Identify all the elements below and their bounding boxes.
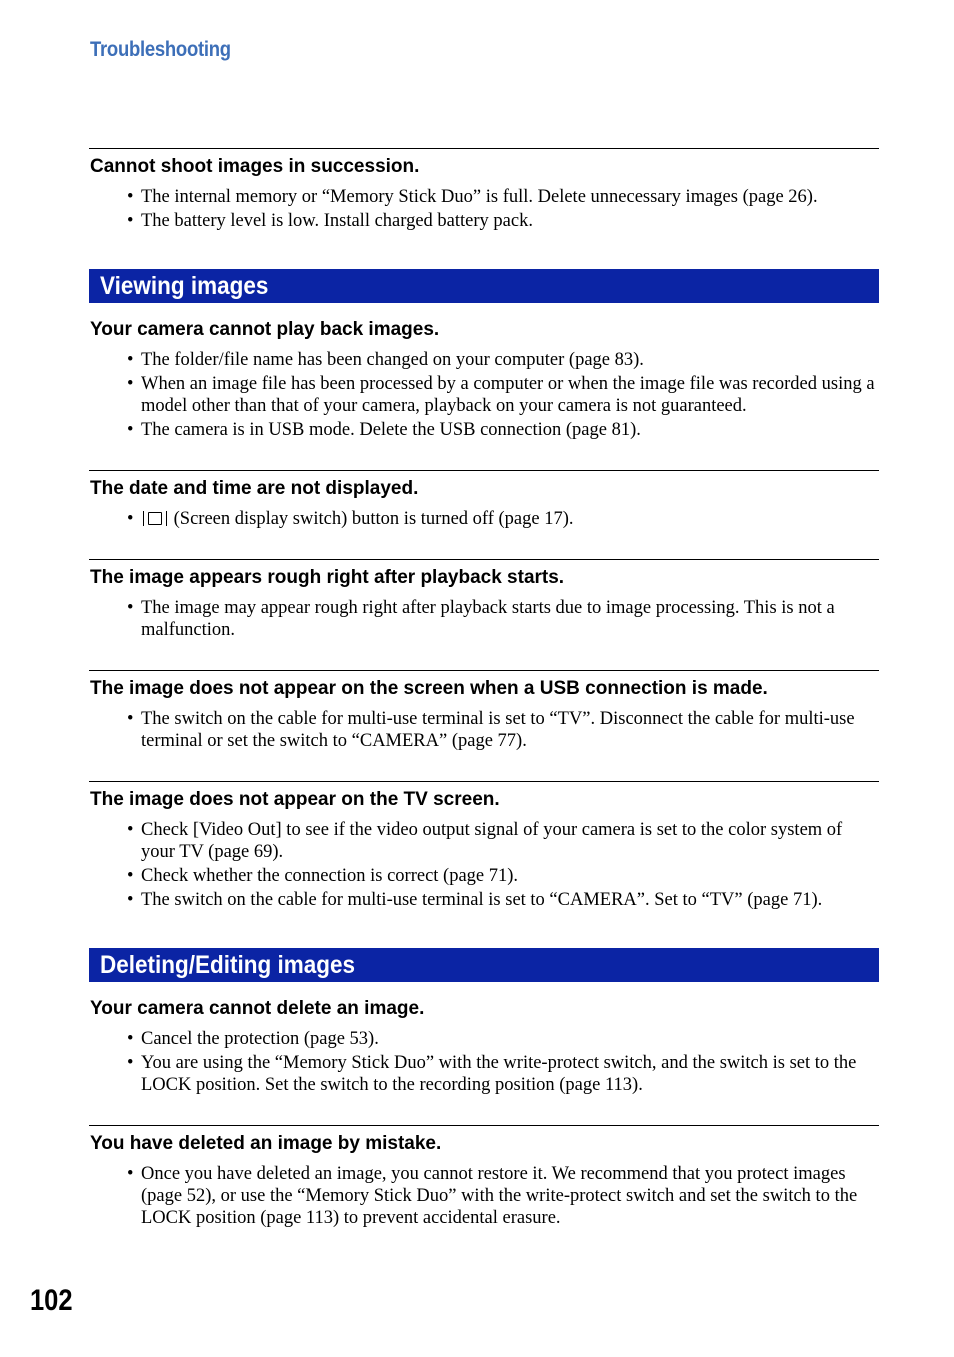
issue-title: The image does not appear on the screen when a USB connection is made. — [90, 678, 768, 699]
list-item: • The folder/file name has been changed on your computer (page 83). — [127, 349, 879, 371]
list-item: • The image may appear rough right after playback starts due to image processing. This is not a malfunction. — [127, 597, 879, 641]
bullet-list — [89, 186, 879, 232]
issue-title: The image appears rough right after playback starts. — [90, 567, 565, 588]
divider — [89, 148, 879, 149]
list-item: • The internal memory or “Memory Stick Duo” is full. Delete unnecessary images (page 26). — [127, 186, 879, 208]
list-item-text: (Screen display switch) button is turned off (page 17). — [173, 509, 574, 529]
page-content — [89, 148, 879, 1231]
list-item: • The battery level is low. Install charged battery pack. — [127, 210, 879, 232]
section-heading-deleting — [89, 948, 879, 982]
issue-title: Your camera cannot play back images. — [90, 319, 440, 340]
section-heading-viewing — [89, 269, 879, 303]
screen-display-switch-icon — [143, 511, 167, 526]
divider — [89, 670, 879, 671]
divider — [89, 559, 879, 560]
list-item: • Cancel the protection (page 53). — [127, 1028, 879, 1050]
bullet-list — [89, 597, 879, 641]
divider — [89, 781, 879, 782]
bullet-list — [89, 819, 879, 911]
issue-title: Cannot shoot images in succession. — [90, 156, 420, 177]
list-item: • You are using the “Memory Stick Duo” with the write-protect switch, and the switch is set to the LOCK position. Set the switch to the recording position (page 113). — [127, 1052, 879, 1096]
list-item: • The camera is in USB mode. Delete the USB connection (page 81). — [127, 419, 879, 441]
issue-title: The date and time are not displayed. — [90, 478, 419, 499]
bullet-list — [89, 708, 879, 752]
running-head: Troubleshooting — [90, 38, 231, 61]
bullet-list — [89, 1163, 879, 1229]
page-number: 102 — [30, 1284, 73, 1317]
issue-title: You have deleted an image by mistake. — [90, 1133, 442, 1154]
section-heading-label: Deleting/Editing images — [100, 951, 356, 979]
bullet-list — [89, 1028, 879, 1096]
list-item: • When an image file has been processed by a computer or when the image file was recorded using a model other than that of your camera, playback on your camera is not guaranteed. — [127, 373, 879, 417]
list-item: • The switch on the cable for multi-use terminal is set to “CAMERA”. Set to “TV” (page 71). — [127, 889, 879, 911]
list-item — [127, 508, 879, 530]
bullet-list — [89, 508, 879, 530]
list-item: • Once you have deleted an image, you cannot restore it. We recommend that you protect images (page 52), or use the “Memory Stick Duo” with the write-protect switch and set the switch to the LOCK position (page 113) to prevent accidental erasure. — [127, 1163, 879, 1229]
list-item: • The switch on the cable for multi-use terminal is set to “TV”. Disconnect the cable for multi-use terminal or set the switch to “CAMERA” (page 77). — [127, 708, 879, 752]
issue-title: The image does not appear on the TV screen. — [90, 789, 500, 810]
issue-title: Your camera cannot delete an image. — [90, 998, 425, 1019]
bullet-list — [89, 349, 879, 441]
section-heading-label: Viewing images — [100, 272, 269, 300]
divider — [89, 470, 879, 471]
list-item: • Check whether the connection is correct (page 71). — [127, 865, 879, 887]
list-item: • Check [Video Out] to see if the video output signal of your camera is set to the color system of your TV (page 69). — [127, 819, 879, 863]
divider — [89, 1125, 879, 1126]
